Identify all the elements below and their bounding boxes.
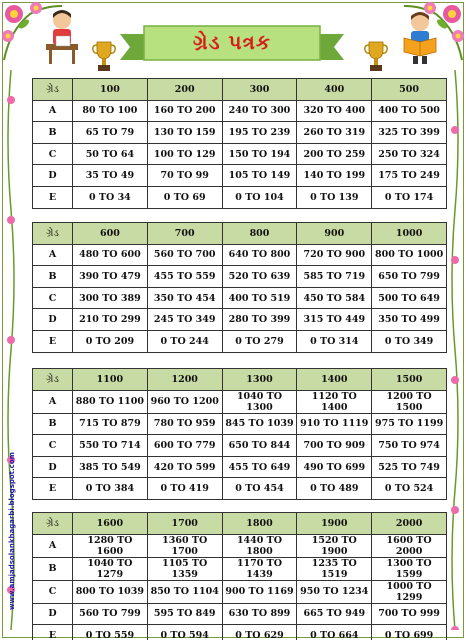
- range-cell: 0 TO 559: [73, 625, 148, 640]
- table-row: [33, 478, 447, 500]
- range-cell: 390 TO 479: [73, 266, 148, 288]
- range-cell: 455 TO 559: [147, 266, 222, 288]
- table-row: [33, 244, 447, 266]
- range-cell: 130 TO 159: [147, 122, 222, 144]
- range-cell: 0 TO 279: [222, 330, 297, 352]
- range-cell: 560 TO 799: [73, 603, 148, 625]
- range-cell: 1440 TO 1800: [222, 534, 297, 557]
- range-cell: 900 TO 1169: [222, 580, 297, 603]
- grade-label: E: [33, 625, 73, 640]
- range-cell: 0 TO 629: [222, 625, 297, 640]
- range-cell: 1300 TO 1599: [372, 557, 447, 580]
- marks-header: 100: [73, 79, 148, 101]
- range-cell: 595 TO 849: [147, 603, 222, 625]
- range-cell: 0 TO 454: [222, 478, 297, 500]
- table-row: [33, 534, 447, 557]
- marks-header: 600: [73, 223, 148, 245]
- range-cell: 0 TO 104: [222, 186, 297, 208]
- range-cell: 960 TO 1200: [147, 390, 222, 413]
- range-cell: 245 TO 349: [147, 309, 222, 331]
- range-cell: 720 TO 900: [297, 244, 372, 266]
- range-cell: 450 TO 584: [297, 287, 372, 309]
- range-cell: 1120 TO 1400: [297, 390, 372, 413]
- table-header-row: [33, 223, 447, 245]
- range-cell: 1280 TO 1600: [73, 534, 148, 557]
- range-cell: 350 TO 454: [147, 287, 222, 309]
- trophy-left-icon: [92, 40, 116, 74]
- marks-header: 500: [372, 79, 447, 101]
- range-cell: 420 TO 599: [147, 456, 222, 478]
- range-cell: 665 TO 949: [297, 603, 372, 625]
- grade-label: B: [33, 266, 73, 288]
- range-cell: 525 TO 749: [372, 456, 447, 478]
- grade-header: ગ્રેડ: [33, 79, 73, 101]
- table-header-row: [33, 369, 447, 391]
- marks-header: 1700: [147, 513, 222, 535]
- grade-header: ગ્રેડ: [33, 223, 73, 245]
- range-cell: 0 TO 209: [73, 330, 148, 352]
- range-cell: 65 TO 79: [73, 122, 148, 144]
- table-row: [33, 122, 447, 144]
- marks-header: 400: [297, 79, 372, 101]
- range-cell: 0 TO 69: [147, 186, 222, 208]
- grade-table-1100-1500: [32, 368, 447, 500]
- range-cell: 400 TO 519: [222, 287, 297, 309]
- range-cell: 560 TO 700: [147, 244, 222, 266]
- range-cell: 140 TO 199: [297, 165, 372, 187]
- range-cell: 650 TO 799: [372, 266, 447, 288]
- table-header-row: [33, 79, 447, 101]
- range-cell: 500 TO 649: [372, 287, 447, 309]
- range-cell: 35 TO 49: [73, 165, 148, 187]
- range-cell: 880 TO 1100: [73, 390, 148, 413]
- range-cell: 1170 TO 1439: [222, 557, 297, 580]
- range-cell: 315 TO 449: [297, 309, 372, 331]
- range-cell: 1105 TO 1359: [147, 557, 222, 580]
- range-cell: 300 TO 389: [73, 287, 148, 309]
- range-cell: 385 TO 549: [73, 456, 148, 478]
- range-cell: 490 TO 699: [297, 456, 372, 478]
- grade-table-600-1000: [32, 222, 447, 353]
- range-cell: 650 TO 844: [222, 435, 297, 457]
- grade-table-1600-2000: [32, 512, 447, 640]
- table-row: [33, 390, 447, 413]
- range-cell: 1600 TO 2000: [372, 534, 447, 557]
- trophy-right-icon: [364, 40, 388, 74]
- range-cell: 0 TO 349: [372, 330, 447, 352]
- watermark-text: www.amjadsolankhagarbi.blogspot.com: [8, 452, 16, 610]
- range-cell: 350 TO 499: [372, 309, 447, 331]
- table-row: [33, 186, 447, 208]
- range-cell: 200 TO 259: [297, 143, 372, 165]
- range-cell: 715 TO 879: [73, 413, 148, 435]
- range-cell: 0 TO 174: [372, 186, 447, 208]
- range-cell: 210 TO 299: [73, 309, 148, 331]
- range-cell: 1040 TO 1279: [73, 557, 148, 580]
- grade-label: D: [33, 603, 73, 625]
- grade-label: C: [33, 580, 73, 603]
- range-cell: 0 TO 419: [147, 478, 222, 500]
- marks-header: 1400: [297, 369, 372, 391]
- range-cell: 160 TO 200: [147, 100, 222, 122]
- marks-header: 1100: [73, 369, 148, 391]
- vine-right-icon: [447, 70, 463, 630]
- range-cell: 780 TO 959: [147, 413, 222, 435]
- range-cell: 105 TO 149: [222, 165, 297, 187]
- table-row: [33, 100, 447, 122]
- range-cell: 640 TO 800: [222, 244, 297, 266]
- marks-header: 1800: [222, 513, 297, 535]
- range-cell: 0 TO 664: [297, 625, 372, 640]
- range-cell: 480 TO 600: [73, 244, 148, 266]
- table-row: [33, 330, 447, 352]
- range-cell: 280 TO 399: [222, 309, 297, 331]
- range-cell: 1000 TO 1299: [372, 580, 447, 603]
- range-cell: 70 TO 99: [147, 165, 222, 187]
- marks-header: 800: [222, 223, 297, 245]
- grade-label: A: [33, 244, 73, 266]
- grade-label: D: [33, 456, 73, 478]
- range-cell: 325 TO 399: [372, 122, 447, 144]
- range-cell: 550 TO 714: [73, 435, 148, 457]
- range-cell: 0 TO 524: [372, 478, 447, 500]
- marks-header: 2000: [372, 513, 447, 535]
- range-cell: 520 TO 639: [222, 266, 297, 288]
- range-cell: 950 TO 1234: [297, 580, 372, 603]
- grade-label: B: [33, 413, 73, 435]
- student-writing-icon: [40, 8, 84, 64]
- range-cell: 700 TO 999: [372, 603, 447, 625]
- range-cell: 0 TO 699: [372, 625, 447, 640]
- range-cell: 0 TO 489: [297, 478, 372, 500]
- range-cell: 850 TO 1104: [147, 580, 222, 603]
- range-cell: 50 TO 64: [73, 143, 148, 165]
- table-row: [33, 266, 447, 288]
- range-cell: 1235 TO 1519: [297, 557, 372, 580]
- range-cell: 0 TO 384: [73, 478, 148, 500]
- range-cell: 320 TO 400: [297, 100, 372, 122]
- table-header-row: [33, 513, 447, 535]
- range-cell: 0 TO 314: [297, 330, 372, 352]
- range-cell: 250 TO 324: [372, 143, 447, 165]
- grade-table-100-500: [32, 78, 447, 209]
- grade-label: C: [33, 143, 73, 165]
- table-row: [33, 165, 447, 187]
- range-cell: 0 TO 244: [147, 330, 222, 352]
- table-row: [33, 580, 447, 603]
- range-cell: 750 TO 974: [372, 435, 447, 457]
- range-cell: 400 TO 500: [372, 100, 447, 122]
- grade-label: B: [33, 557, 73, 580]
- range-cell: 1040 TO 1300: [222, 390, 297, 413]
- marks-header: 200: [147, 79, 222, 101]
- marks-header: 1200: [147, 369, 222, 391]
- marks-header: 300: [222, 79, 297, 101]
- grade-label: E: [33, 186, 73, 208]
- range-cell: 910 TO 1119: [297, 413, 372, 435]
- table-row: [33, 287, 447, 309]
- range-cell: 0 TO 34: [73, 186, 148, 208]
- grade-label: A: [33, 390, 73, 413]
- range-cell: 975 TO 1199: [372, 413, 447, 435]
- table-row: [33, 309, 447, 331]
- range-cell: 195 TO 239: [222, 122, 297, 144]
- marks-header: 1600: [73, 513, 148, 535]
- marks-header: 700: [147, 223, 222, 245]
- blog-watermark: [6, 440, 20, 610]
- range-cell: 1520 TO 1900: [297, 534, 372, 557]
- range-cell: 800 TO 1000: [372, 244, 447, 266]
- grade-label: E: [33, 330, 73, 352]
- marks-header: 1300: [222, 369, 297, 391]
- marks-header: 1500: [372, 369, 447, 391]
- marks-header: 1000: [372, 223, 447, 245]
- title-banner: [148, 22, 316, 62]
- grade-label: E: [33, 478, 73, 500]
- range-cell: 1200 TO 1500: [372, 390, 447, 413]
- range-cell: 1360 TO 1700: [147, 534, 222, 557]
- table-row: [33, 625, 447, 640]
- table-row: [33, 143, 447, 165]
- grade-header: ગ્રેડ: [33, 369, 73, 391]
- table-row: [33, 557, 447, 580]
- grade-label: A: [33, 100, 73, 122]
- table-row: [33, 435, 447, 457]
- marks-header: 900: [297, 223, 372, 245]
- range-cell: 100 TO 129: [147, 143, 222, 165]
- grade-label: D: [33, 165, 73, 187]
- range-cell: 0 TO 594: [147, 625, 222, 640]
- range-cell: 455 TO 649: [222, 456, 297, 478]
- range-cell: 150 TO 194: [222, 143, 297, 165]
- header: [0, 0, 466, 72]
- range-cell: 260 TO 319: [297, 122, 372, 144]
- grade-label: C: [33, 435, 73, 457]
- marks-header: 1900: [297, 513, 372, 535]
- grade-label: A: [33, 534, 73, 557]
- table-row: [33, 413, 447, 435]
- grade-label: B: [33, 122, 73, 144]
- range-cell: 585 TO 719: [297, 266, 372, 288]
- table-row: [33, 456, 447, 478]
- range-cell: 600 TO 779: [147, 435, 222, 457]
- range-cell: 240 TO 300: [222, 100, 297, 122]
- range-cell: 845 TO 1039: [222, 413, 297, 435]
- grade-label: D: [33, 309, 73, 331]
- grade-label: C: [33, 287, 73, 309]
- range-cell: 175 TO 249: [372, 165, 447, 187]
- range-cell: 800 TO 1039: [73, 580, 148, 603]
- range-cell: 80 TO 100: [73, 100, 148, 122]
- student-reading-icon: [398, 8, 442, 64]
- table-row: [33, 603, 447, 625]
- page-title: ગ્રેડ પત્રક: [193, 30, 271, 54]
- range-cell: 630 TO 899: [222, 603, 297, 625]
- range-cell: 700 TO 909: [297, 435, 372, 457]
- grade-header: ગ્રેડ: [33, 513, 73, 535]
- range-cell: 0 TO 139: [297, 186, 372, 208]
